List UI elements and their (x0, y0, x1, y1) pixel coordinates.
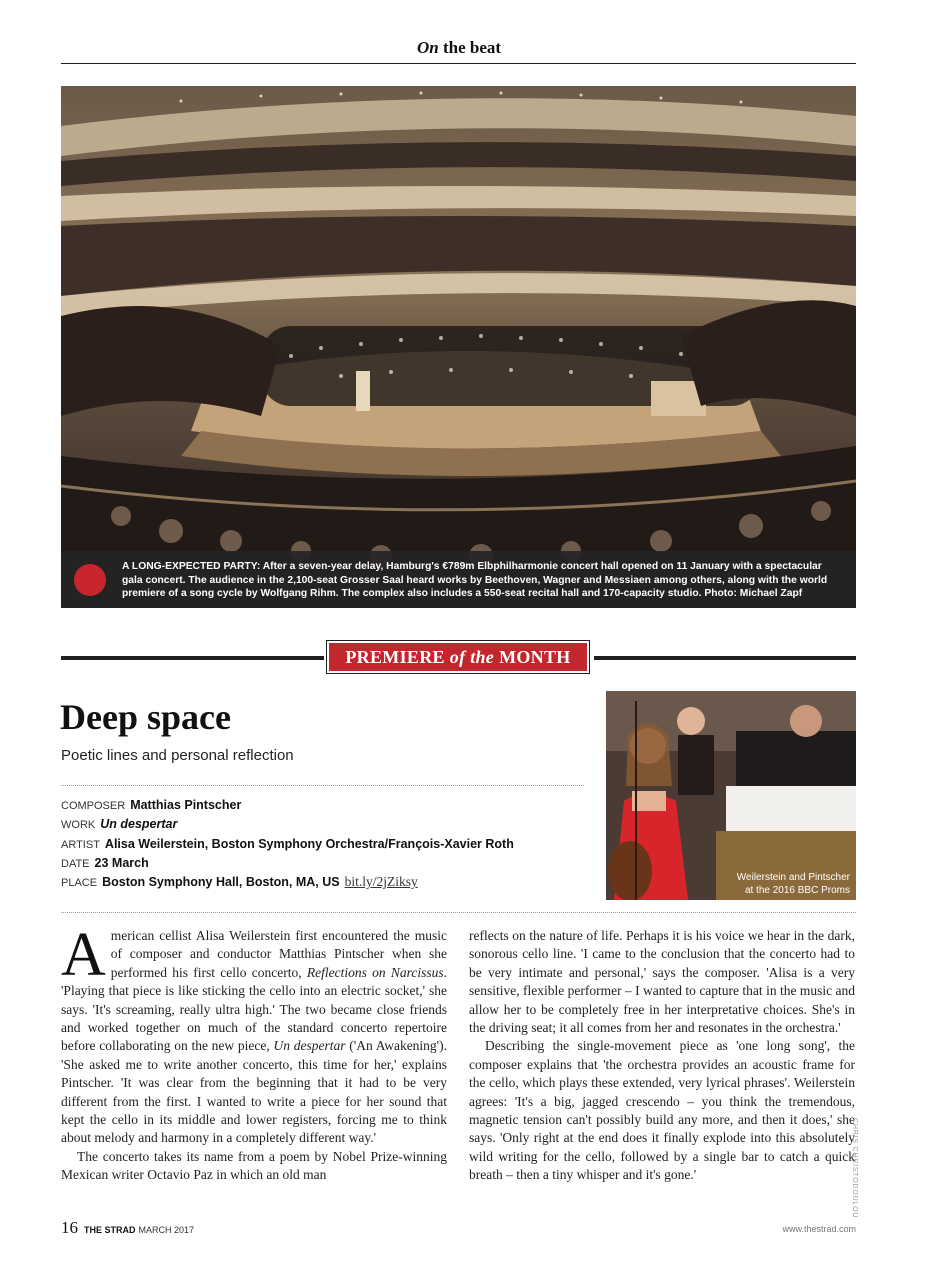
info-key: ARTIST (61, 838, 100, 851)
premiere-banner (326, 640, 590, 674)
body-paragraph: reflects on the nature of life. Perhaps it is his voice we hear in the dark, sonorous cello line. 'I came to the conclusion that the concerto had to be very intimate and personal,' says the composer. 'Alisa is a very sensitive, flexible performer – I wanted to capture that in the music and allow her to be completely free in her interpretative choices. She's in the driving seat; it all comes from her and resonates in the orchestra.' (469, 928, 855, 1036)
banner-rule-left (61, 656, 324, 660)
hero-caption-bar (61, 551, 856, 608)
side-caption-line: at the 2016 BBC Proms (744, 885, 850, 896)
hero-caption: A LONG-EXPECTED PARTY: After a seven-year delay, Hamburg's €789m Elbphilharmonie concert hall opened on 11 January with a spectacular gala concert. The audience in the 2,100-seat Grosser Saal heard works by Beethoven, Wagner and Messiaen among others, along with the world premiere of a song cycle by Wolfgang Rihm. The complex also includes a 550-seat recital hall and 170-capacity studio. Photo: Michael Zapf (122, 561, 828, 599)
magazine-issue: MARCH 2017 (138, 1225, 195, 1235)
body-text: ('An Awakening'). 'She asked me to write another concerto, this time for her,' explains Pintscher. 'It was clear from the beginning that it had to be very different from the first. I wanted to write a piece for her sound that kept the cello in its middle and lower registers, forcing me to think about melody and harmony in a completely different way.' (61, 1038, 447, 1146)
banner-part-2: of the (449, 646, 495, 667)
side-caption-line: Weilerstein and Pintscher (736, 872, 850, 883)
info-artist (61, 834, 514, 853)
info-key: PLACE (61, 877, 98, 890)
banner-part-1: PREMIERE (345, 646, 445, 667)
hero-photo (61, 86, 856, 608)
body-paragraph (61, 921, 447, 1148)
magazine-name: THE STRAD (84, 1225, 136, 1235)
concert-hall-illustration (61, 86, 856, 608)
side-photo (606, 691, 856, 900)
article-standfirst: Poetic lines and personal reflection (61, 747, 294, 764)
footer-left (61, 1218, 194, 1238)
divider (61, 912, 856, 913)
drop-cap: A (61, 921, 106, 989)
place-link[interactable]: bit.ly/2jZiksy (344, 874, 418, 890)
body-paragraph: The concerto takes its name from a poem by Nobel Prize-winning Mexican writer Octavio Paz in which an old man (61, 1148, 447, 1183)
photo-credit: CHRIS CHRISTODOULOU (851, 1118, 858, 1219)
section-title (0, 38, 918, 58)
header-rule (61, 63, 856, 64)
work-title: Un despertar (273, 1038, 346, 1054)
info-key: COMPOSER (61, 800, 126, 812)
info-work (61, 814, 514, 833)
info-value: 23 March (94, 855, 149, 870)
work-title: Reflections on Narcissus (306, 964, 444, 980)
info-date (61, 853, 514, 872)
body-text: merican cellist Alisa Weilerstein first encountered the music of composer and conductor Matthias Pintscher when she performed his first cello concerto, (110, 928, 447, 980)
body-paragraph: Describing the single-movement piece as 'one long song', the composer explains that 'the orchestra provides an acoustic frame for the cello, which plays these extended, very lyrical phrases'. Weilerstein agrees: 'It's a big, jagged crescendo – you think the tremendous, magnetic tension can't possibly build any more, and then it does,' she says. 'Only right at the end does it finally explode into this absolutely wild writing for the cello, followed by a single bar to catch a quick breath – then a tiny whisper and it's gone.' (469, 1038, 855, 1183)
info-key: WORK (61, 819, 96, 832)
body-text: . 'Playing that piece is like sticking the cello into an electric socket,' she says. 'It's screaming, really ultra high.' The two became close friends and worked together on much of the standard concerto repertoire before collaborating on the new piece, (61, 964, 447, 1054)
website-link[interactable]: www.thestrad.com (782, 1224, 856, 1234)
red-dot-icon (74, 564, 106, 596)
side-photo-caption (737, 871, 850, 897)
info-value: Alisa Weilerstein, Boston Symphony Orchestra/François-Xavier Roth (104, 836, 514, 851)
info-value: Boston Symphony Hall, Boston, MA, US (102, 875, 340, 890)
info-value: Un despertar (100, 817, 178, 832)
info-value: Matthias Pintscher (130, 798, 242, 812)
info-place (61, 872, 514, 891)
article-headline: Deep space (60, 697, 231, 737)
premiere-banner-label (329, 643, 587, 671)
page-number: 16 (61, 1218, 78, 1237)
banner-rule-right (594, 656, 856, 660)
banner-part-3: MONTH (499, 646, 571, 667)
info-composer (61, 795, 514, 814)
info-key: DATE (61, 857, 90, 870)
performers-illustration (606, 691, 856, 900)
body-column-left (61, 921, 447, 1185)
premiere-info (61, 795, 514, 891)
section-title-rest: the beat (442, 38, 502, 57)
body-column-right (469, 927, 855, 1185)
divider (61, 785, 584, 786)
section-title-emphasis: On (416, 38, 439, 57)
